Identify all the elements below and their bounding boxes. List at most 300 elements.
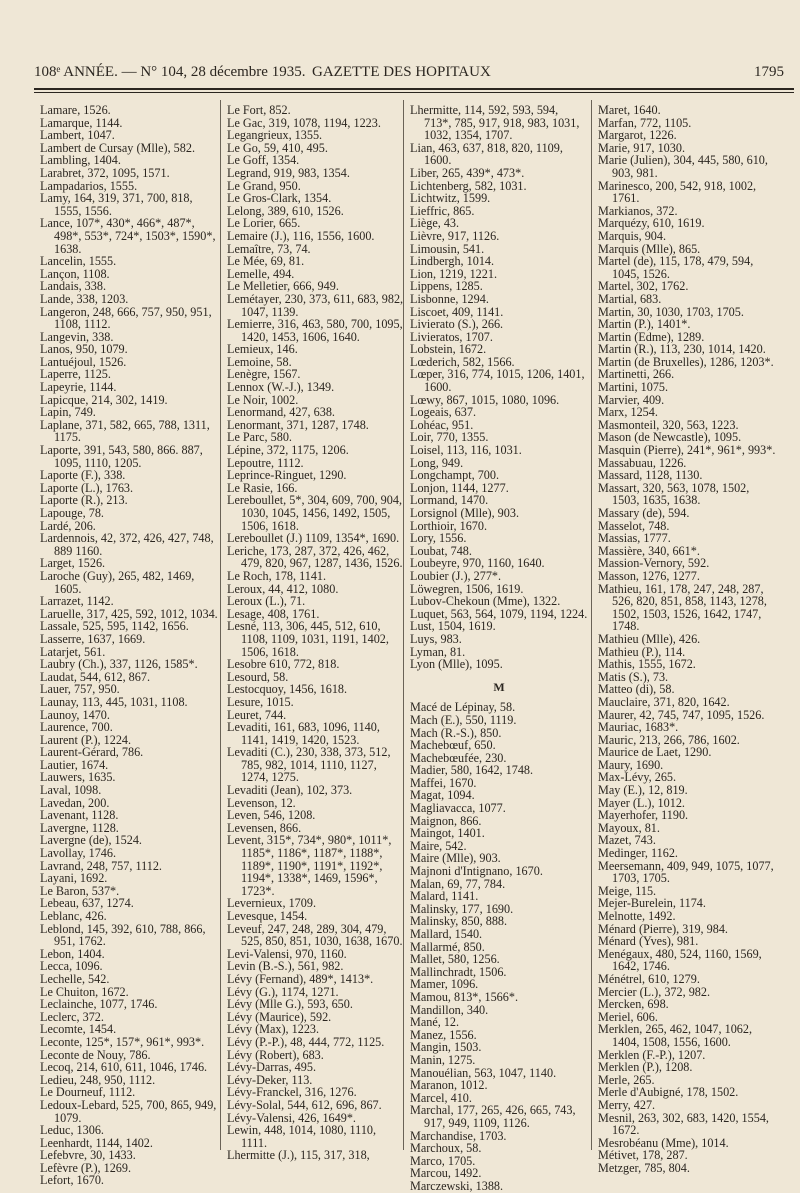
index-entry: Mallarmé, 850. [410, 939, 485, 954]
index-entry: Livieratos, 1707. [410, 329, 493, 344]
index-entry: Le Lorier, 665. [227, 216, 301, 231]
index-entry: Laurent-Gérard, 786. [40, 745, 144, 760]
index-entry: Lavedan, 200. [40, 795, 110, 810]
index-entry: Loir, 770, 1355. [410, 430, 489, 445]
index-entry: Lamare, 1526. [40, 103, 111, 117]
index-entry: Lévy-Darras, 495. [227, 1060, 317, 1075]
index-entry: Mathis, 1555, 1672. [598, 657, 696, 672]
index-entry: Lichtwitz, 1599. [410, 191, 491, 206]
index-entry: Malan, 69, 77, 784. [410, 876, 506, 891]
index-entry: Le Melletier, 666, 949. [227, 279, 339, 294]
index-entry: Leroux, 44, 412, 1080. [227, 581, 339, 596]
index-entry: Maire, 542. [410, 838, 467, 853]
index-entry: Manouélian, 563, 1047, 1140. [410, 1065, 557, 1080]
issue-info: 108ᵉ ANNÉE. — N° 104, 28 décembre 1935. [34, 64, 306, 80]
index-entry: Lepoutre, 1112. [227, 455, 304, 470]
index-entry: Lapeyrie, 1144. [40, 380, 117, 395]
index-entry: Lereboullet (J.) 1109, 1354*, 1690. [227, 531, 400, 546]
index-entry: Lançon, 1108. [40, 266, 110, 281]
index-entry: Magat, 1094. [410, 788, 475, 803]
index-entry: Lobstein, 1672. [410, 342, 487, 357]
index-entry: Mejer-Burelein, 1174. [598, 896, 706, 911]
index-entry: Lyon (Mlle), 1095. [410, 657, 503, 672]
index-entry: Laporte (L.), 1763. [40, 480, 134, 495]
index-entry: Martin (Edme), 1289. [598, 329, 705, 344]
index-entry: Leprince-Ringuet, 1290. [227, 468, 347, 483]
index-entry: Mathieu (Mlle), 426. [598, 631, 701, 646]
index-entry: Levaditi, 161, 683, 1096, 1140, 1141, 1419, 1420, 1523. [227, 720, 380, 747]
index-entry: Maingot, 1401. [410, 826, 485, 841]
index-entry: Laplane, 371, 582, 665, 788, 1311, 1175. [40, 417, 210, 445]
index-entry: Melnotte, 1492. [598, 909, 676, 923]
index-entry: Lichtenberg, 582, 1031. [410, 178, 527, 193]
index-entry: Majnoni d'Intignano, 1670. [410, 864, 543, 879]
index-entry: Mauric, 213, 266, 786, 1602. [598, 732, 740, 747]
index-entry: Leroux (L.), 71. [227, 594, 306, 609]
index-entry: Levent, 315*, 734*, 980*, 1011*, 1185*, 1186*, 1187*, 1188*, 1189*, 1190*, 1191*, 1192*, 1194*, 1338*, 1469, 1596*, 1723*. [227, 833, 392, 898]
index-entry: Lefebvre, 30, 1433. [40, 1148, 136, 1163]
index-entry: Langeron, 248, 666, 757, 950, 951, 1108, 1112. [40, 304, 212, 332]
index-entry: Lamarque, 1144. [40, 115, 123, 130]
index-entry: Marie (Julien), 304, 445, 580, 610, 903, 981. [598, 153, 768, 180]
index-entry: Medinger, 1162. [598, 846, 678, 861]
index-entry: Levernieux, 1709. [227, 896, 317, 911]
index-entry: Lévy (P.-P.), 48, 444, 772, 1125. [227, 1034, 385, 1049]
index-entry: Le Fort, 852. [227, 103, 291, 117]
index-entry: Mach (R.-S.), 850. [410, 725, 502, 740]
index-entry: Lavergne, 1128. [40, 820, 119, 835]
index-entry: Levaditi (Jean), 102, 373. [227, 783, 353, 798]
index-entry: Le Gac, 319, 1078, 1194, 1223. [227, 115, 381, 130]
index-entry: May (E.), 12, 819. [598, 783, 688, 798]
index-entry: Mallard, 1540. [410, 927, 483, 941]
index-entry: Martinetti, 266. [598, 367, 675, 382]
index-entry: Metzger, 785, 804. [598, 1160, 690, 1175]
index-entry: Levensen, 866. [227, 820, 302, 835]
index-entry: Lestocquoy, 1456, 1618. [227, 682, 348, 697]
index-entry: Leduc, 1306. [40, 1123, 104, 1138]
index-entry: Lapouge, 78. [40, 506, 104, 520]
index-entry: Masson, 1276, 1277. [598, 568, 700, 583]
index-entry: Leconte de Nouy, 786. [40, 1047, 151, 1062]
index-entry: Martin (R.), 113, 230, 1014, 1420. [598, 342, 766, 357]
index-entry: Lavrand, 248, 757, 1112. [40, 858, 162, 873]
index-entry: Lorsignol (Mlle), 903. [410, 506, 519, 520]
index-entry: Löwegren, 1506, 1619. [410, 581, 524, 596]
index-entry: Laperre, 1125. [40, 367, 111, 382]
index-entry: Lépine, 372, 1175, 1206. [227, 443, 349, 458]
index-entry: Massabuau, 1226. [598, 455, 687, 470]
index-entry: Ménétrel, 610, 1279. [598, 971, 700, 986]
index-entry: Lory, 1556. [410, 531, 467, 546]
index-entry: Long, 949. [410, 455, 464, 470]
column-divider [220, 100, 221, 1150]
index-entry: Maire (Mlle), 903. [410, 851, 501, 866]
index-entry: Lavergne (de), 1524. [40, 833, 142, 848]
index-entry: Le Rasie, 166. [227, 480, 298, 495]
index-entry: Lemétayer, 230, 373, 611, 683, 982, 1047, 1139. [227, 291, 404, 319]
index-entry: Le Dourneuf, 1112. [40, 1085, 136, 1100]
index-entry: Marquis, 904. [598, 228, 667, 243]
index-entry: Le Chuiton, 1672. [40, 984, 129, 999]
index-entry: Lebeau, 637, 1274. [40, 896, 134, 911]
index-entry: Menégaux, 480, 524, 1160, 1569, 1642, 1746. [598, 946, 762, 974]
index-column-4 [598, 104, 776, 1174]
index-entry: Laudat, 544, 612, 867. [40, 669, 151, 684]
index-entry: Matteo (di), 58. [598, 682, 675, 697]
index-entry: Logeais, 637. [410, 405, 477, 420]
index-entry: Luquet, 563, 564, 1079, 1194, 1224. [410, 606, 588, 621]
index-entry: Marco, 1705. [410, 1153, 476, 1168]
index-entry: Lormand, 1470. [410, 493, 489, 508]
index-entry: Langevin, 338. [40, 329, 114, 344]
header-rule-thin [34, 92, 794, 93]
index-entry: Lavollay, 1746. [40, 846, 117, 861]
index-entry: Merklen, 265, 462, 1047, 1062, 1404, 1508, 1556, 1600. [598, 1022, 753, 1049]
index-entry: Lisbonne, 1294. [410, 291, 489, 306]
index-column-1 [40, 104, 218, 1187]
index-entry: Lautier, 1674. [40, 757, 109, 772]
index-entry: Lavenant, 1128. [40, 808, 119, 823]
index-entry: Mayerhofer, 1190. [598, 808, 689, 823]
index-entry: Massary (de), 594. [598, 506, 690, 520]
index-entry: Max-Lévy, 265. [598, 770, 677, 785]
index-entry: Martel, 302, 1762. [598, 279, 689, 294]
index-entry: Lefèvre (P.), 1269. [40, 1160, 132, 1175]
index-entry: Leconte, 125*, 157*, 961*, 993*. [40, 1034, 205, 1049]
index-entry: Lennox (W.-J.), 1349. [227, 380, 335, 395]
index-entry: Mesnil, 263, 302, 683, 1420, 1554, 1672. [598, 1110, 769, 1138]
index-entry: Lœderich, 582, 1566. [410, 354, 515, 369]
index-entry: Mauriac, 1683*. [598, 720, 679, 735]
index-entry: Lœper, 316, 774, 1015, 1206, 1401, 1600. [410, 367, 585, 395]
page-number: 1795 [754, 64, 784, 80]
index-entry: Marfan, 772, 1105. [598, 115, 692, 130]
index-entry: Magliavacca, 1077. [410, 801, 506, 816]
index-entry: Lelong, 389, 610, 1526. [227, 203, 344, 218]
index-entry: Lhermitte (J.), 115, 317, 318, [227, 1148, 370, 1163]
index-entry: Martini, 1075. [598, 380, 669, 395]
index-entry: Lévy (Mlle G.), 593, 650. [227, 997, 353, 1012]
index-list-m [410, 701, 588, 1192]
index-entry: Massière, 340, 661*. [598, 543, 700, 558]
index-entry: Le Noir, 1002. [227, 392, 299, 407]
index-entry: Liscoet, 409, 1141. [410, 304, 504, 319]
index-entry: Liège, 43. [410, 216, 460, 231]
index-entry: Lesage, 408, 1761. [227, 606, 320, 621]
index-entry: Legangrieux, 1355. [227, 128, 323, 143]
index-entry: Longchampt, 700. [410, 468, 500, 483]
index-entry: Legrand, 919, 983, 1354. [227, 165, 350, 180]
index-entry: Laroche (Guy), 265, 482, 1469, 1605. [40, 568, 195, 596]
index-entry: Landais, 338. [40, 279, 107, 294]
index-entry: Marvier, 409. [598, 392, 665, 407]
section-letter: M [493, 679, 505, 694]
index-entry: Lévy-Deker, 113. [227, 1072, 313, 1087]
index-entry: Mathieu, 161, 178, 247, 248, 287, 526, 820, 851, 858, 1143, 1278, 1502, 1503, 1526, 1642, 1747, 1748. [598, 581, 767, 634]
index-entry: Larget, 1526. [40, 556, 106, 571]
index-entry: Martel (de), 115, 178, 479, 594, 1045, 1526. [598, 254, 754, 281]
index-entry: Maurer, 42, 745, 747, 1095, 1526. [598, 707, 765, 722]
index-entry: Lauwers, 1635. [40, 770, 116, 785]
index-entry: Martial, 683. [598, 291, 662, 306]
index-entry: Laurence, 700. [40, 720, 113, 735]
index-entry: Madier, 580, 1642, 1748. [410, 763, 534, 778]
index-entry: Maury, 1690. [598, 757, 664, 772]
index-entry: Mason (de Newcastle), 1095. [598, 430, 742, 445]
index-entry: Le Baron, 537*. [40, 883, 120, 898]
index-entry: Lesné, 113, 306, 445, 512, 610, 1108, 1109, 1031, 1191, 1402, 1506, 1618. [227, 619, 389, 659]
index-entry: Lenègre, 1567. [227, 367, 301, 382]
index-entry: Le Goff, 1354. [227, 153, 300, 168]
index-entry: Massard, 1128, 1130. [598, 468, 703, 483]
index-entry: Mandillon, 340. [410, 1002, 489, 1017]
index-entry: Merle d'Aubigné, 178, 1502. [598, 1085, 739, 1100]
index-entry: Le Parc, 580. [227, 430, 292, 445]
index-entry: Lassale, 525, 595, 1142, 1656. [40, 619, 189, 634]
index-entry: Lévy-Solal, 544, 612, 696, 867. [227, 1097, 382, 1112]
index-entry: Ménard (Yves), 981. [598, 934, 699, 949]
index-entry: Maignon, 866. [410, 813, 482, 828]
index-entry: Leblond, 145, 392, 610, 788, 866, 951, 1762. [40, 921, 206, 949]
index-entry: Levenson, 12. [227, 795, 296, 810]
index-entry: Lardé, 206. [40, 518, 96, 533]
index-entry: Mayer (L.), 1012. [598, 795, 685, 810]
index-entry: Marquis (Mlle), 865. [598, 241, 701, 256]
index-entry: Lauer, 757, 950. [40, 682, 120, 697]
index-entry: Lapicque, 214, 302, 1419. [40, 392, 168, 407]
index-entry: Lièvre, 917, 1126. [410, 228, 500, 243]
index-entry: Meige, 115. [598, 883, 657, 898]
index-entry: Marchal, 177, 265, 426, 665, 743, 917, 949, 1109, 1126. [410, 1103, 576, 1130]
index-entry: Lhermitte, 114, 592, 593, 594, 713*, 785, 917, 918, 983, 1031, 1032, 1354, 1707. [410, 103, 580, 143]
index-entry: Masquin (Pierre), 241*, 961*, 993*. [598, 443, 776, 458]
index-entry: Masmonteil, 320, 563, 1223. [598, 417, 739, 432]
index-entry: Lance, 107*, 430*, 466*, 487*, 498*, 553*, 724*, 1503*, 1590*, 1638. [40, 216, 216, 256]
index-entry: Lefort, 1670. [40, 1173, 104, 1188]
index-entry: Latarjet, 561. [40, 644, 106, 659]
index-entry: Lesourd, 58. [227, 669, 289, 684]
index-entry: Lévy (Fernand), 489*, 1413*. [227, 971, 374, 986]
index-entry: Markianos, 372. [598, 203, 678, 218]
index-entry: Lian, 463, 637, 818, 820, 1109, 1600. [410, 140, 563, 168]
index-entry: Marcel, 410. [410, 1090, 472, 1105]
index-entry: Le Mée, 69, 81. [227, 254, 305, 269]
index-entry: Merklen (F.-P.), 1207. [598, 1047, 706, 1062]
index-entry: Leenhardt, 1144, 1402. [40, 1135, 153, 1150]
index-entry: Levaditi (C.), 230, 338, 373, 512, 785, 982, 1014, 1110, 1127, 1274, 1275. [227, 745, 391, 785]
index-entry: Loisel, 113, 116, 1031. [410, 443, 522, 458]
index-entry: Lubov-Chekoun (Mme), 1322. [410, 594, 561, 609]
index-entry: Lancelin, 1555. [40, 254, 117, 269]
index-entry: Marquézy, 610, 1619. [598, 216, 705, 231]
index-entry: Métivet, 178, 287. [598, 1148, 688, 1163]
index-entry: Lemaître, 73, 74. [227, 241, 311, 256]
index-entry: Leclerc, 372. [40, 1009, 104, 1024]
index-entry: Lieffric, 865. [410, 203, 475, 218]
index-entry: Maranon, 1012. [410, 1078, 488, 1093]
index-entry: Livierato (S.), 266. [410, 317, 504, 332]
page-header [34, 64, 794, 84]
index-entry: Lanos, 950, 1079. [40, 342, 128, 357]
index-entry: Laporte (F.), 338. [40, 468, 126, 483]
index-entry: Manin, 1275. [410, 1052, 476, 1067]
index-entry: Laurent (P.), 1224. [40, 732, 132, 747]
index-entry: Lust, 1504, 1619. [410, 619, 496, 634]
index-entry: Mesrobéanu (Mme), 1014. [598, 1135, 729, 1150]
index-entry: Ledoux-Lebard, 525, 700, 865, 949, 1079. [40, 1097, 217, 1125]
index-entry: Mallet, 580, 1256. [410, 952, 500, 967]
index-entry: Maret, 1640. [598, 103, 661, 117]
index-entry: Merle, 265. [598, 1072, 655, 1087]
index-entry: Matis (S.), 73. [598, 669, 669, 684]
index-entry: Machebœufée, 230. [410, 750, 507, 765]
index-entry: Le Grand, 950. [227, 178, 301, 193]
index-entry: Mallinchradt, 1506. [410, 964, 507, 979]
index-entry: Lévy (Maurice), 592. [227, 1009, 332, 1024]
index-entry: Margarot, 1226. [598, 128, 677, 143]
index-entry: Ledieu, 248, 950, 1112. [40, 1072, 156, 1087]
index-entry: Marie, 917, 1030. [598, 140, 685, 155]
index-entry: Loubeyre, 970, 1160, 1640. [410, 556, 545, 571]
index-entry: Mercier (L.), 372, 982. [598, 984, 711, 999]
index-entry: Marchandise, 1703. [410, 1128, 507, 1143]
index-entry: Leriche, 173, 287, 372, 426, 462, 479, 820, 967, 1287, 1436, 1526. [227, 543, 403, 571]
index-entry: Malinsky, 177, 1690. [410, 901, 514, 916]
index-entry: Layani, 1692. [40, 871, 108, 886]
index-entry: Lyman, 81. [410, 644, 466, 659]
index-entry: Marczewski, 1388. [410, 1178, 504, 1193]
index-entry: Laruelle, 317, 425, 592, 1012, 1034. [40, 606, 218, 621]
index-entry: Lévy (Robert), 683. [227, 1047, 324, 1062]
index-entry: Ménard (Pierre), 319, 984. [598, 921, 728, 936]
index-entry: Massart, 320, 563, 1078, 1502, 1503, 1635, 1638. [598, 480, 750, 508]
index-entry: Lippens, 1285. [410, 279, 483, 294]
index-entry: Laubry (Ch.), 337, 1126, 1585*. [40, 657, 198, 672]
index-entry: Loubier (J.), 277*. [410, 568, 502, 583]
index-entry: Liber, 265, 439*, 473*. [410, 165, 525, 180]
index-entry: Lardennois, 42, 372, 426, 427, 748, 889 1160. [40, 531, 214, 558]
index-column-3 [410, 104, 588, 1192]
index-entry: Lenormant, 371, 1287, 1748. [227, 417, 369, 432]
index-entry: Lasserre, 1637, 1669. [40, 631, 146, 646]
index-entry: Merry, 427. [598, 1097, 656, 1112]
index-entry: Meriel, 606. [598, 1009, 658, 1024]
index-entry: Leven, 546, 1208. [227, 808, 316, 823]
index-entry: Massion-Vernory, 592. [598, 556, 710, 571]
index-entry: Lewin, 448, 1014, 1080, 1110, 1111. [227, 1123, 377, 1150]
index-entry: Lemoine, 58. [227, 354, 292, 369]
index-entry: Larrazet, 1142. [40, 594, 114, 609]
index-entry: Marx, 1254. [598, 405, 658, 420]
index-entry: Lamy, 164, 319, 371, 700, 818, 1555, 1556. [40, 191, 193, 218]
index-entry: Lemaire (J.), 116, 1556, 1600. [227, 228, 375, 243]
index-entry: Leuret, 744. [227, 707, 287, 722]
index-entry: Macé de Lépinay, 58. [410, 700, 516, 715]
index-entry: Mayoux, 81. [598, 820, 660, 835]
index-entry: Lantuéjoul, 1526. [40, 354, 127, 369]
index-entry: Launoy, 1470. [40, 707, 110, 722]
index-entry: Lemierre, 316, 463, 580, 700, 1095, 1420, 1453, 1606, 1640. [227, 317, 403, 344]
index-entry: Lambert de Cursay (Mlle), 582. [40, 140, 196, 155]
index-entry: Lion, 1219, 1221. [410, 266, 498, 281]
index-entry: Le Gros-Clark, 1354. [227, 191, 332, 206]
index-entry: Lenormand, 427, 638. [227, 405, 335, 420]
index-entry: Lévy-Franckel, 316, 1276. [227, 1085, 357, 1100]
index-entry: Lechelle, 542. [40, 971, 110, 986]
index-entry: Laporte, 391, 543, 580, 866. 887, 1095, 1110, 1205. [40, 443, 203, 470]
index-entry: Le Go, 59, 410, 495. [227, 140, 328, 155]
index-entry: Lampadarios, 1555. [40, 178, 138, 193]
index-entry: Lœwy, 867, 1015, 1080, 1096. [410, 392, 560, 407]
index-entry: Manez, 1556. [410, 1027, 477, 1042]
journal-title: GAZETTE DES HOPITAUX [312, 64, 491, 80]
index-entry: Lohéac, 951. [410, 417, 474, 432]
index-entry: Levesque, 1454. [227, 909, 308, 923]
index-entry: Lambert, 1047. [40, 128, 115, 143]
index-entry: Merklen (P.), 1208. [598, 1060, 693, 1075]
index-entry: Leblanc, 426. [40, 909, 107, 923]
index-entry: Lecomte, 1454. [40, 1022, 117, 1037]
index-entry: Launay, 113, 445, 1031, 1108. [40, 694, 188, 709]
index-entry: Mercken, 698. [598, 997, 669, 1012]
index-entry: Mauclaire, 371, 820, 1642. [598, 694, 730, 709]
index-entry: Lonjon, 1144, 1277. [410, 480, 509, 495]
index-list-l [410, 104, 588, 671]
index-entry: Marinesco, 200, 542, 918, 1002, 1761. [598, 178, 757, 206]
index-entry: Malinsky, 850, 888. [410, 914, 508, 929]
index-entry: Mangin, 1503. [410, 1040, 482, 1055]
index-entry: Marcou, 1492. [410, 1166, 482, 1181]
index-entry: Martin, 30, 1030, 1703, 1705. [598, 304, 744, 319]
index-entry: Lereboullet, 5*, 304, 609, 700, 904, 1030, 1045, 1456, 1492, 1505, 1506, 1618. [227, 493, 402, 533]
index-entry: Levi-Valensi, 970, 1160. [227, 946, 347, 961]
index-entry: Lemelle, 494. [227, 266, 295, 281]
index-entry: Maffei, 1670. [410, 775, 477, 790]
index-entry: Levin (B.-S.), 561, 982. [227, 959, 344, 974]
column-divider [591, 100, 592, 1150]
index-entry: Lande, 338, 1203. [40, 291, 129, 306]
index-entry: Lévy (Max), 1223. [227, 1022, 320, 1037]
index-entry: Limousin, 541. [410, 241, 485, 256]
index-entry: Leveuf, 247, 248, 289, 304, 479, 525, 850, 851, 1030, 1638, 1670. [227, 921, 403, 949]
index-entry: Machebœuf, 650. [410, 738, 496, 753]
index-entry: Lévy-Valensi, 426, 1649*. [227, 1110, 356, 1125]
index-entry: Massias, 1777. [598, 531, 671, 546]
index-entry: Leclainche, 1077, 1746. [40, 997, 158, 1012]
index-entry: Lemieux, 146. [227, 342, 298, 357]
index-entry: Mazet, 743. [598, 833, 656, 848]
index-entry: Luys, 983. [410, 631, 462, 646]
index-entry: Lorthioir, 1670. [410, 518, 488, 533]
index-entry: Marchoux, 58. [410, 1141, 482, 1156]
index-entry: Lévy (G.), 1174, 1271. [227, 984, 339, 999]
index-entry: Larabret, 372, 1095, 1571. [40, 165, 170, 180]
index-entry: Lindbergh, 1014. [410, 254, 495, 269]
index-entry: Mamer, 1096. [410, 977, 479, 992]
index-entry: Meersemann, 409, 949, 1075, 1077, 1703, 1705. [598, 858, 774, 886]
index-entry: Mach (E.), 550, 1119. [410, 712, 517, 727]
index-entry: Mamou, 813*, 1566*. [410, 989, 518, 1004]
index-entry: Le Roch, 178, 1141. [227, 568, 327, 583]
index-entry: Maurice de Laet, 1290. [598, 745, 712, 760]
index-entry: Lapin, 749. [40, 405, 96, 420]
index-entry: Loubat, 748. [410, 543, 472, 558]
header-rule-thick [34, 88, 794, 90]
index-entry: Malard, 1141. [410, 889, 479, 904]
index-entry: Lesobre 610, 772, 818. [227, 657, 340, 672]
index-entry: Mathieu (P.), 114. [598, 644, 686, 659]
